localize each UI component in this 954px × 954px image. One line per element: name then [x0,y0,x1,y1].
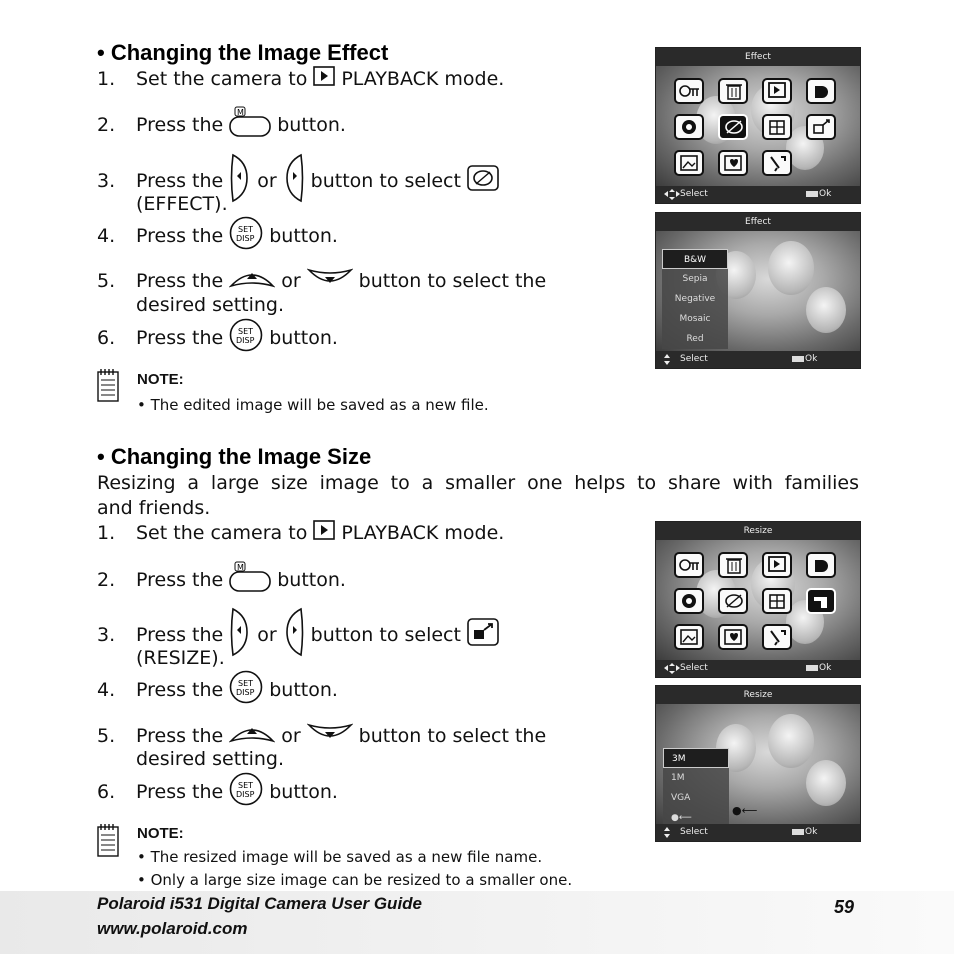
step-6 [97,772,338,811]
back-arrow-icon: ●⟵ [732,804,758,817]
svg-text:DISP: DISP [236,336,255,345]
select-label: Select [680,354,708,364]
intro-paragraph [97,471,859,521]
section-heading-size: • Changing the Image Size [97,444,372,469]
resize-option-icon[interactable] [806,588,836,614]
step-text: or [281,724,301,747]
navigate-arrows-icon [663,353,671,366]
screen-footer [656,824,860,841]
delete-icon[interactable] [718,552,748,578]
step-1 [97,66,504,91]
ok-label: Ok [805,354,818,364]
frame-icon[interactable] [718,624,748,650]
rotate-icon[interactable] [674,114,704,140]
svg-text:DISP: DISP [236,688,255,697]
step-1 [97,520,504,545]
set-icon [792,829,804,835]
note-line: • The resized image will be saved as a new file name. [137,848,543,866]
screen-footer [656,186,860,203]
step-text: Set the camera to [136,67,308,90]
ok-label: Ok [819,189,832,199]
left-button-icon [229,152,251,209]
setup-icon[interactable] [762,624,792,650]
menu-item-red[interactable]: Red [686,334,704,344]
effect-option-icon[interactable] [718,114,748,140]
step-text: Press the [136,169,224,192]
menu-item-3m[interactable]: 3M [663,748,729,768]
svg-text:SET: SET [238,225,254,234]
intro-line-2: and friends. [97,497,211,519]
slideshow-icon[interactable] [762,78,792,104]
navigate-arrows-icon [663,188,681,201]
resize-option-icon[interactable] [806,114,836,140]
step-text: button to select [310,169,461,192]
up-button-icon [229,721,275,750]
set-disp-button-icon [229,318,263,357]
step-text: Press the [136,568,224,591]
left-button-icon [229,606,251,663]
page-number: 59 [834,897,855,917]
down-button-icon [307,721,353,750]
step-text: button to select [310,623,461,646]
step-text: Press the [136,224,224,247]
rotate-icon[interactable] [674,588,704,614]
ok-label: Ok [819,663,832,673]
svg-text:DISP: DISP [236,234,255,243]
step-text: or [281,269,301,292]
step-text: button. [269,678,338,701]
right-button-icon [283,606,305,663]
menu-item-mosaic[interactable]: Mosaic [679,314,711,324]
step-text: Press the [136,780,224,803]
step-text: or [257,169,277,192]
set-icon [806,191,818,197]
svg-text:SET: SET [238,327,254,336]
back-arrow-icon: ●⟵ [671,813,692,823]
menu-item-1m[interactable]: 1M [671,773,685,783]
screen-footer [656,351,860,368]
svg-text:M: M [237,108,245,117]
frame-icon[interactable] [718,150,748,176]
slideshow-icon[interactable] [762,552,792,578]
note-icon [97,368,119,402]
step-text: Press the [136,678,224,701]
menu-item-sepia[interactable]: Sepia [682,274,708,284]
step-text: Press the [136,623,224,646]
protect-icon[interactable] [674,552,704,578]
step-2 [97,106,346,143]
svg-text:DISP: DISP [236,790,255,799]
dpof-icon[interactable] [806,78,836,104]
note-title: NOTE: [137,371,184,388]
footer-title: Polaroid i531 Digital Camera User Guide [97,894,423,913]
step-4 [97,670,338,709]
right-button-icon [283,152,305,209]
navigate-arrows-icon [663,662,681,675]
playback-icon [313,66,335,91]
step-number: 5. [97,724,116,747]
step-4 [97,216,338,255]
protect-icon[interactable] [674,78,704,104]
note-line: • Only a large size image can be resized to a smaller one. [137,871,573,889]
resize-icon [467,618,499,651]
effect-menu [662,249,728,349]
menu-item-negative[interactable]: Negative [674,294,716,304]
step-number: 3. [97,623,116,646]
step-number: 1. [97,67,116,90]
section-heading-effect: • Changing the Image Effect [97,40,389,65]
step-5-continuation: desired setting. [136,294,285,316]
delete-icon[interactable] [718,78,748,104]
camera-screen-effect-menu [655,212,861,369]
set-disp-button-icon [229,216,263,255]
screen-title: Effect [656,213,860,231]
step-text: button. [269,780,338,803]
set-disp-button-icon [229,670,263,709]
footer-url[interactable]: www.polaroid.com [97,919,248,938]
set-icon [806,665,818,671]
menu-item-vga[interactable]: VGA [671,793,691,803]
step-number: 3. [97,169,116,192]
step-text: button. [277,113,346,136]
step-text: button. [277,568,346,591]
step-text: button to select the [358,724,547,747]
screen-title: Resize [656,686,860,704]
step-number: 2. [97,568,116,591]
m-button-icon [229,561,271,598]
step-text: button. [269,224,338,247]
step-text: button. [269,326,338,349]
setup-icon[interactable] [762,150,792,176]
step-6 [97,318,338,357]
step-text: or [257,623,277,646]
step-text: Press the [136,113,224,136]
svg-text:M: M [237,563,245,572]
step-3-continuation: (RESIZE). [136,647,225,669]
playback-icon [313,520,335,545]
crop-icon[interactable] [762,114,792,140]
step-5-continuation: desired setting. [136,748,285,770]
svg-text:SET: SET [238,781,254,790]
step-text: Press the [136,326,224,349]
step-number: 4. [97,678,116,701]
menu-item-bw[interactable]: B&W [662,249,728,269]
page-footer [0,891,954,954]
note-title: NOTE: [137,825,184,842]
startup-image-icon[interactable] [674,624,704,650]
step-text: PLAYBACK mode. [341,67,505,90]
step-text: PLAYBACK mode. [341,521,505,544]
step-number: 6. [97,326,116,349]
step-number: 6. [97,780,116,803]
step-5 [97,721,546,750]
select-label: Select [680,663,708,673]
step-number: 2. [97,113,116,136]
camera-screen-effect-grid [655,47,861,204]
step-text: Set the camera to [136,521,308,544]
camera-screen-resize-grid [655,521,861,678]
note-icon [97,823,119,857]
m-button-icon [229,106,271,143]
crop-icon[interactable] [762,588,792,614]
set-icon [792,356,804,362]
note-line: • The edited image will be saved as a new file. [137,396,489,414]
step-text: button to select the [358,269,547,292]
ok-label: Ok [805,827,818,837]
intro-line-1: Resizing a large size image to a smaller one helps to share with families [97,472,859,494]
resize-menu [663,748,729,828]
set-disp-button-icon [229,772,263,811]
effect-option-icon[interactable] [718,588,748,614]
step-text: Press the [136,724,224,747]
camera-screen-resize-menu [655,685,861,842]
screen-title: Effect [656,48,860,66]
select-label: Select [680,827,708,837]
step-2 [97,561,346,598]
step-number: 1. [97,521,116,544]
screen-title: Resize [656,522,860,540]
step-text: Press the [136,269,224,292]
startup-image-icon[interactable] [674,150,704,176]
up-button-icon [229,266,275,295]
step-3-continuation: (EFFECT). [136,193,228,215]
dpof-icon[interactable] [806,552,836,578]
select-label: Select [680,189,708,199]
effect-icon [467,165,499,196]
step-5 [97,266,546,295]
step-number: 4. [97,224,116,247]
screen-footer [656,660,860,677]
down-button-icon [307,266,353,295]
step-number: 5. [97,269,116,292]
svg-text:SET: SET [238,679,254,688]
navigate-arrows-icon [663,826,671,839]
